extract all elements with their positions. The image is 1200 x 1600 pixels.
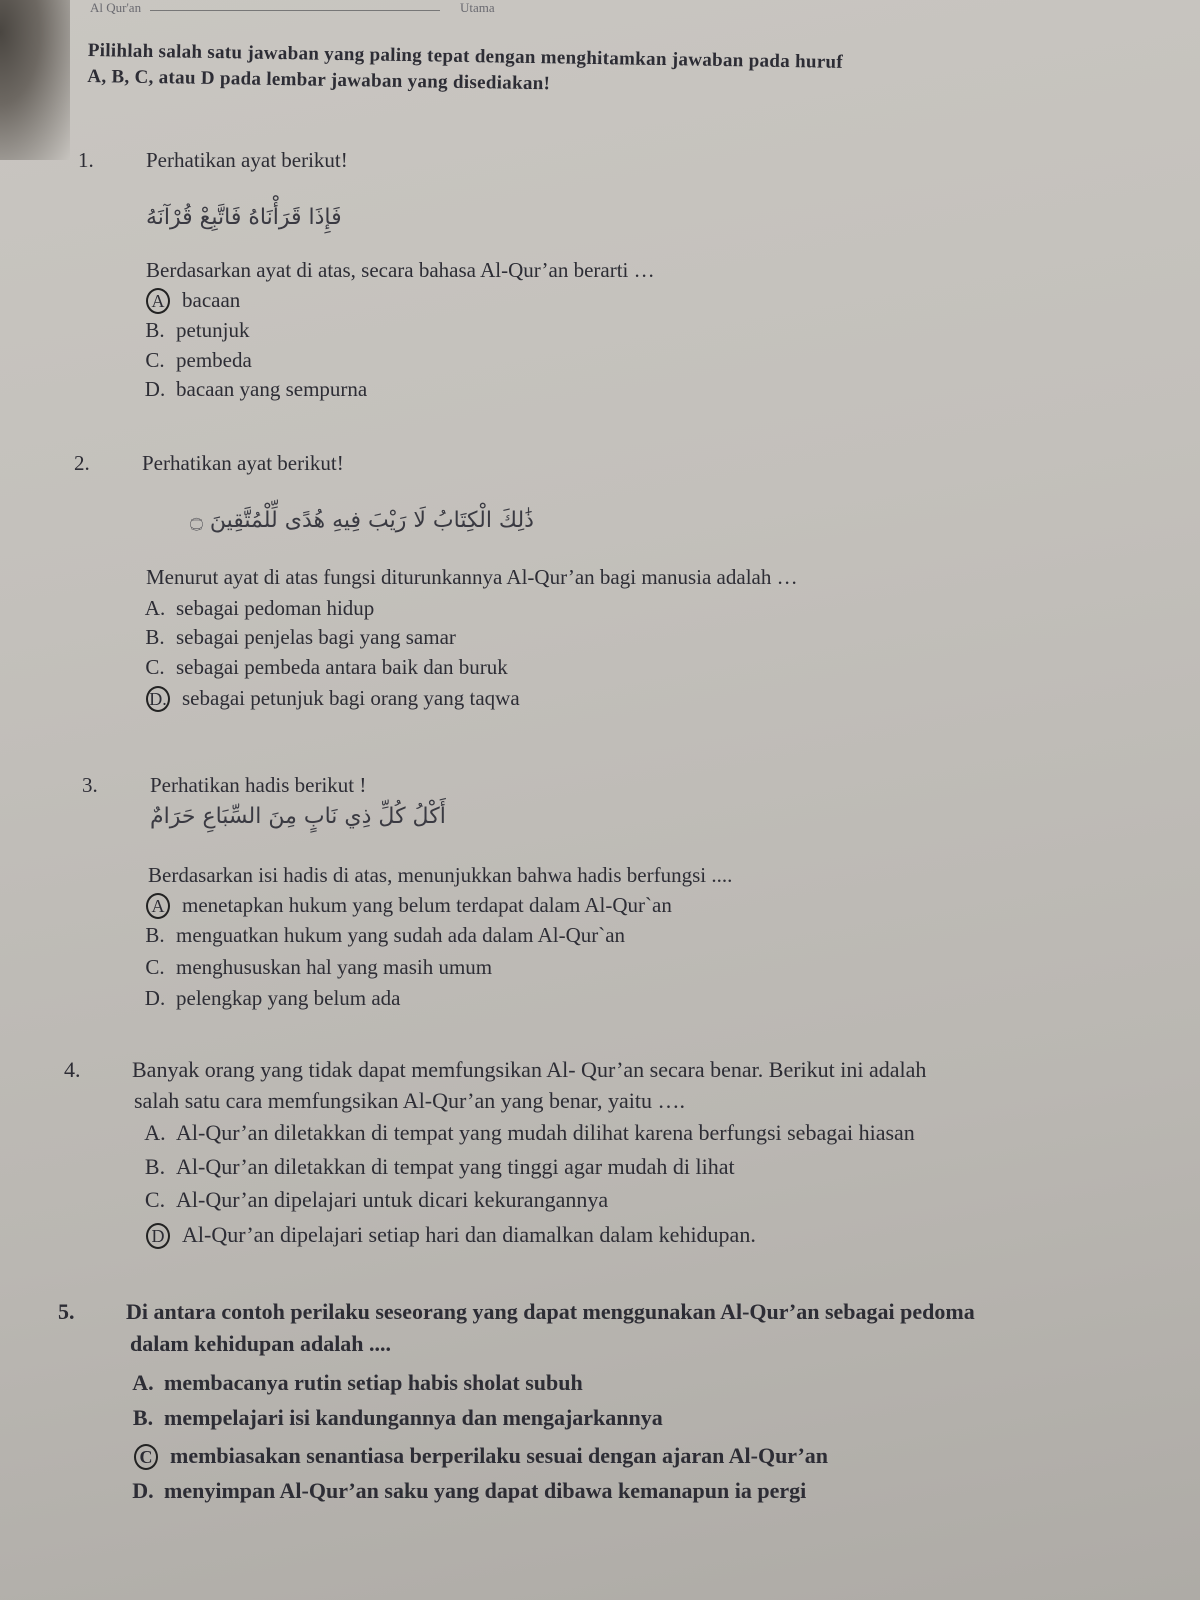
option-2d[interactable] [146,686,520,712]
option-3a[interactable] [146,893,672,919]
option-letter: A. [132,1370,154,1395]
option-text: Al-Qur’an diletakkan di tempat yang tinggi agar mudah di lihat [176,1154,735,1179]
option-3b[interactable] [140,923,625,948]
option-text: menghususkan hal yang masih umum [176,955,493,979]
option-letter: B. [145,625,165,649]
option-4b[interactable] [140,1154,735,1180]
option-text: Al-Qur’an dipelajari untuk dicari kekurangannya [176,1187,609,1212]
option-letter: C. [145,348,165,372]
question-text-3: Berdasarkan isi hadis di atas, menunjukkan bahwa hadis berfungsi .... [148,863,733,887]
question-stem: Perhatikan hadis berikut ! [150,773,367,797]
option-3c[interactable] [140,955,492,980]
option-3d[interactable] [140,986,401,1011]
option-5a[interactable] [128,1370,583,1396]
question-stem-4-cont: salah satu cara memfungsikan Al-Qur’an yang benar, yaitu …. [134,1088,685,1113]
option-text: sebagai pedoman hidup [176,596,375,620]
option-text: Al-Qur’an diletakkan di tempat yang mudah dilihat karena berfungsi sebagai hiasan [176,1120,915,1145]
instruction-block [87,38,1168,107]
question-stem-5-cont: dalam kehidupan adalah .... [130,1331,392,1356]
option-letter: B. [145,923,165,947]
option-text: menguatkan hukum yang sudah ada dalam Al-Qur`an [176,923,626,947]
option-1c[interactable] [140,348,252,373]
arabic-verse-1: فَإِذَا قَرَأْنَاهُ فَاتَّبِعْ قُرْآنَهُ [146,205,342,230]
option-letter: A. [144,596,166,620]
question-stem: Perhatikan ayat berikut! [142,451,344,475]
option-letter: A [146,288,170,314]
option-text: menetapkan hukum yang belum terdapat dalam Al-Qur`an [182,893,672,917]
option-4a[interactable] [140,1120,915,1146]
option-text: petunjuk [176,318,250,342]
option-1b[interactable] [140,318,250,343]
option-letter: C. [145,655,165,679]
header-rule [150,10,440,11]
option-letter: B. [144,1154,166,1179]
option-letter: B. [145,318,165,342]
option-text: membacanya rutin setiap habis sholat subuh [164,1370,583,1395]
option-4d[interactable] [146,1222,756,1249]
option-text: bacaan [182,288,241,312]
arabic-verse-2: ذَٰلِكَ الْكِتَابُ لَا رَيْبَ فِيهِ هُدًى لِّلْمُتَّقِينَ ۝ [190,508,534,533]
option-text: sebagai pembeda antara baik dan buruk [176,655,508,679]
question-text-2: Menurut ayat di atas fungsi diturunkannya Al-Qur’an bagi manusia adalah … [146,565,798,589]
option-letter: C. [144,1187,166,1212]
option-5d[interactable] [128,1478,806,1504]
option-text: pelengkap yang belum ada [176,986,401,1010]
option-letter: D. [132,1478,154,1503]
option-2c[interactable] [140,655,508,680]
option-letter: C. [145,955,165,979]
option-letter: D. [146,686,170,712]
question-number: 2. [74,451,90,475]
instruction-line-1: Pilihlah salah satu jawaban yang paling tepat dengan menghitamkan jawaban pada huruf [87,39,844,73]
option-text: pembeda [176,348,252,372]
header-right-text: Utama [460,0,495,15]
question-stem: Perhatikan ayat berikut! [146,148,348,172]
option-letter: D [146,1223,170,1249]
option-2b[interactable] [140,625,456,650]
question-stem: Banyak orang yang tidak dapat memfungsikan Al- Qur’an secara benar. Berikut ini adalah [132,1057,927,1082]
option-letter: A. [144,1120,166,1145]
option-2a[interactable] [140,596,374,621]
option-5c[interactable] [134,1443,828,1470]
question-number: 4. [64,1057,81,1082]
question-number: 1. [78,148,94,172]
option-text: sebagai penjelas bagi yang samar [176,625,456,649]
option-letter: D. [144,986,166,1010]
instruction-line-2: A, B, C, atau D pada lembar jawaban yang disediakan! [87,65,551,95]
question-number: 3. [82,773,98,797]
hadith-text-3: أَكْلُ كُلِّ ذِي نَابٍ مِنَ السِّبَاعِ حَرَامٌ [150,804,446,829]
option-5b[interactable] [128,1405,663,1431]
option-text: bacaan yang sempurna [176,377,368,401]
option-4c[interactable] [140,1187,608,1213]
option-letter: A [146,893,170,919]
page-shadow [0,0,70,160]
option-letter: B. [132,1405,154,1430]
question-stem: Di antara contoh perilaku seseorang yang dapat menggunakan Al-Qur’an sebagai pedoma [126,1299,975,1324]
header-left-text: Al Qur'an [90,0,142,15]
question-text-1: Berdasarkan ayat di atas, secara bahasa Al-Qur’an berarti … [146,258,655,282]
question-number: 5. [58,1299,75,1324]
option-text: mempelajari isi kandungannya dan mengajarkannya [164,1405,663,1430]
option-1a[interactable] [146,288,240,314]
option-letter: D. [144,377,166,401]
option-letter: C [134,1444,158,1470]
option-1d[interactable] [140,377,367,402]
option-text: Al-Qur’an dipelajari setiap hari dan diamalkan dalam kehidupan. [182,1222,756,1247]
option-text: membiasakan senantiasa berperilaku sesuai dengan ajaran Al-Qur’an [170,1443,829,1468]
option-text: sebagai petunjuk bagi orang yang taqwa [182,686,520,710]
option-text: menyimpan Al-Qur’an saku yang dapat dibawa kemanapun ia pergi [164,1478,807,1503]
